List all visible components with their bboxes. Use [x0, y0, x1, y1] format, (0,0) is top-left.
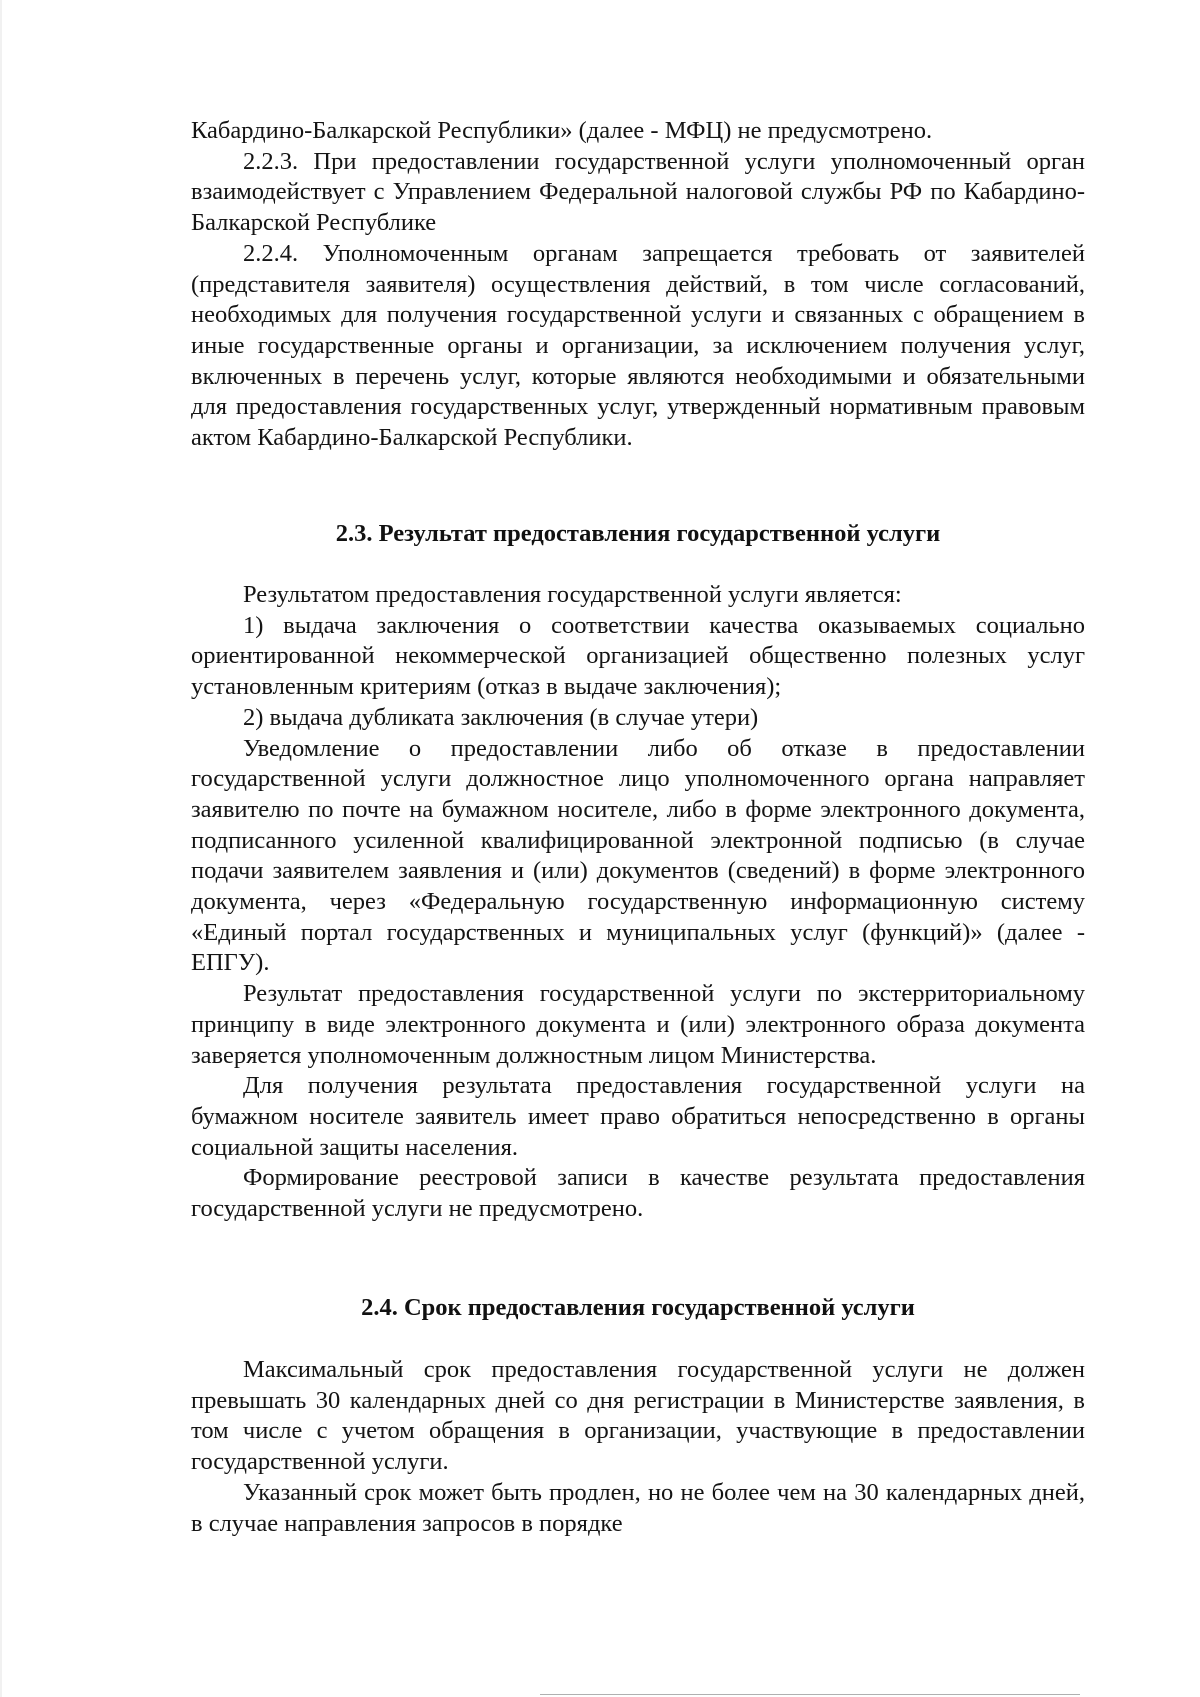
scan-edge [0, 0, 2, 1697]
paragraph-2-2-4: 2.2.4. Уполномоченным органам запрещается требовать от заявителей (представителя заявителя) осуществления действий, в том числе согласований, необходимых для получения государственной услуги и связанных с обращением в иные государственные органы и организации, за исключением получения услуг, включенных в перечень услуг, которые являются необходимыми и обязательными для предоставления государственных услуг, утвержденный нормативным правовым актом Кабардино-Балкарской Республики. [191, 239, 1085, 452]
paragraph-paper-result: Для получения результата предоставления государственной услуги на бумажном носителе заявитель имеет право обратиться непосредственно в органы социальной защиты населения. [191, 1072, 1085, 1161]
paragraph-notification: Уведомление о предоставлении либо об отказе в предоставлении государственной услуги должностное лицо уполномоченного органа направляет заявителю по почте на бумажном носителе, либо в форме электронного документа, подписанного усиленной квалифицированной электронной подписью (в случае подачи заявителем заявления и (или) документов (сведений) в форме электронного документа, через «Федеральную государственную информационную систему «Единый портал государственных и муниципальных услуг (функций)» (далее - ЕПГУ). [191, 734, 1085, 977]
intro-text-block [191, 116, 1085, 454]
paragraph-max-term: Максимальный срок предоставления государственной услуги не должен превышать 30 календарных дней со дня регистрации в Министерстве заявления, в том числе с учетом обращения в организации, участвующие в предоставлении государственной услуги. [191, 1356, 1085, 1476]
paragraph-registry-record: Формирование реестровой записи в качестве результата предоставления государственной услуги не предусмотрено. [191, 1164, 1085, 1223]
paragraph-mfc-continuation: Кабардино-Балкарской Республики» (далее - МФЦ) не предусмотрено. [191, 117, 933, 144]
paragraph-result-intro: Результатом предоставления государственной услуги является: [243, 581, 902, 608]
heading-2-3: 2.3. Результат предоставления государственной услуги [335, 520, 941, 547]
heading-2-4: 2.4. Срок предоставления государственной услуги [361, 1294, 915, 1321]
paragraph-result-item-2: 2) выдача дубликата заключения (в случае утери) [243, 703, 759, 731]
footer-rule [540, 1694, 1080, 1695]
paragraph-term-extension: Указанный срок может быть продлен, но не более чем на 30 календарных дней, в случае направления запросов в порядке [191, 1478, 1085, 1537]
paragraph-result-item-1: 1) выдача заключения о соответствии качества оказываемых социально ориентированной некоммерческой организацией общественно полезных услуг установленным критериям (отказ в выдаче заключения); [191, 611, 1085, 701]
section-2-4-text-block [191, 1355, 1085, 1539]
section-2-3-text-block [191, 580, 1085, 1225]
paragraph-extraterritorial: Результат предоставления государственной услуги по экстерриториальному принципу в виде электронного документа и (или) электронного образа документа заверяется уполномоченным должностным лицом Министерства. [191, 980, 1085, 1069]
paragraph-2-2-3: 2.2.3. При предоставлении государственной услуги уполномоченный орган взаимодействует с Управлением Федеральной налоговой службы РФ по Кабардино-Балкарской Республике [191, 147, 1085, 237]
